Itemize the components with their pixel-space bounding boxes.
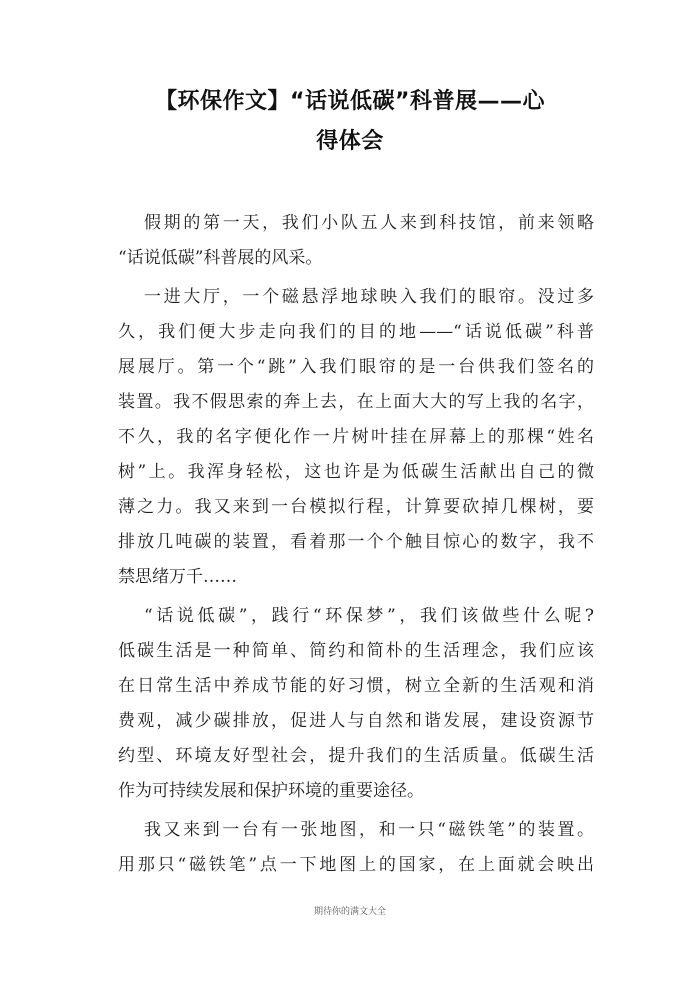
paragraph-line: 低碳生活是一种简单、简约和简朴的生活理念，我们应该 [118,641,594,661]
paragraph-line: 树”上。我浑身轻松，这也许是为低碳生活献出自己的微 [118,462,594,482]
paragraph-line: 我又来到一台有一张地图，和一只“磁铁笔”的装置。 [144,820,594,840]
paragraph-line: “话说低碳”，践行“环保梦”，我们该做些什么呢? [144,606,594,626]
paragraph-3 [118,599,594,809]
document-title [100,82,600,162]
paragraph-4 [118,813,594,883]
paragraph-line: “话说低碳”科普展的风采。 [118,248,323,268]
page-footer: 期待你的满文大全 [313,907,386,917]
paragraph-line: 薄之力。我又来到一台模拟行程，计算要砍掉几棵树，要 [118,497,594,517]
title-line-2: 得体会 [316,129,384,154]
paragraph-line: 久，我们便大步走向我们的目的地——“话说低碳”科普 [118,322,594,342]
document-body [118,206,594,883]
paragraph-2 [118,280,594,595]
paragraph-line: 禁思绪万千…… [118,567,237,587]
paragraph-1 [118,206,594,276]
paragraph-line: 一进大厅，一个磁悬浮地球映入我们的眼帘。没过多 [144,287,594,307]
paragraph-line: 假期的第一天，我们小队五人来到科技馆，前来领略 [144,213,594,233]
paragraph-line: 在日常生活中养成节能的好习惯，树立全新的生活观和消 [118,676,594,696]
paragraph-line: 用那只“磁铁笔”点一下地图上的国家，在上面就会映出 [118,855,594,875]
paragraph-line: 约型、环境友好型社会，提升我们的生活质量。低碳生活 [118,746,594,766]
title-line-1: 【环保作文】“话说低碳”科普展——心 [155,89,545,114]
paragraph-line: 费观，减少碳排放，促进人与自然和谐发展，建设资源节 [118,711,594,731]
paragraph-line: 展展厅。第一个“跳”入我们眼帘的是一台供我们签名的 [118,357,594,377]
paragraph-line: 装置。我不假思索的奔上去，在上面大大的写上我的名字， [118,392,594,412]
paragraph-line: 作为可持续发展和保护环境的重要途径。 [118,781,424,801]
paragraph-line: 排放几吨碳的装置，看着那一个个触目惊心的数字，我不 [118,532,594,552]
paragraph-line: 不久，我的名字便化作一片树叶挂在屏幕上的那棵“姓名 [118,427,594,447]
